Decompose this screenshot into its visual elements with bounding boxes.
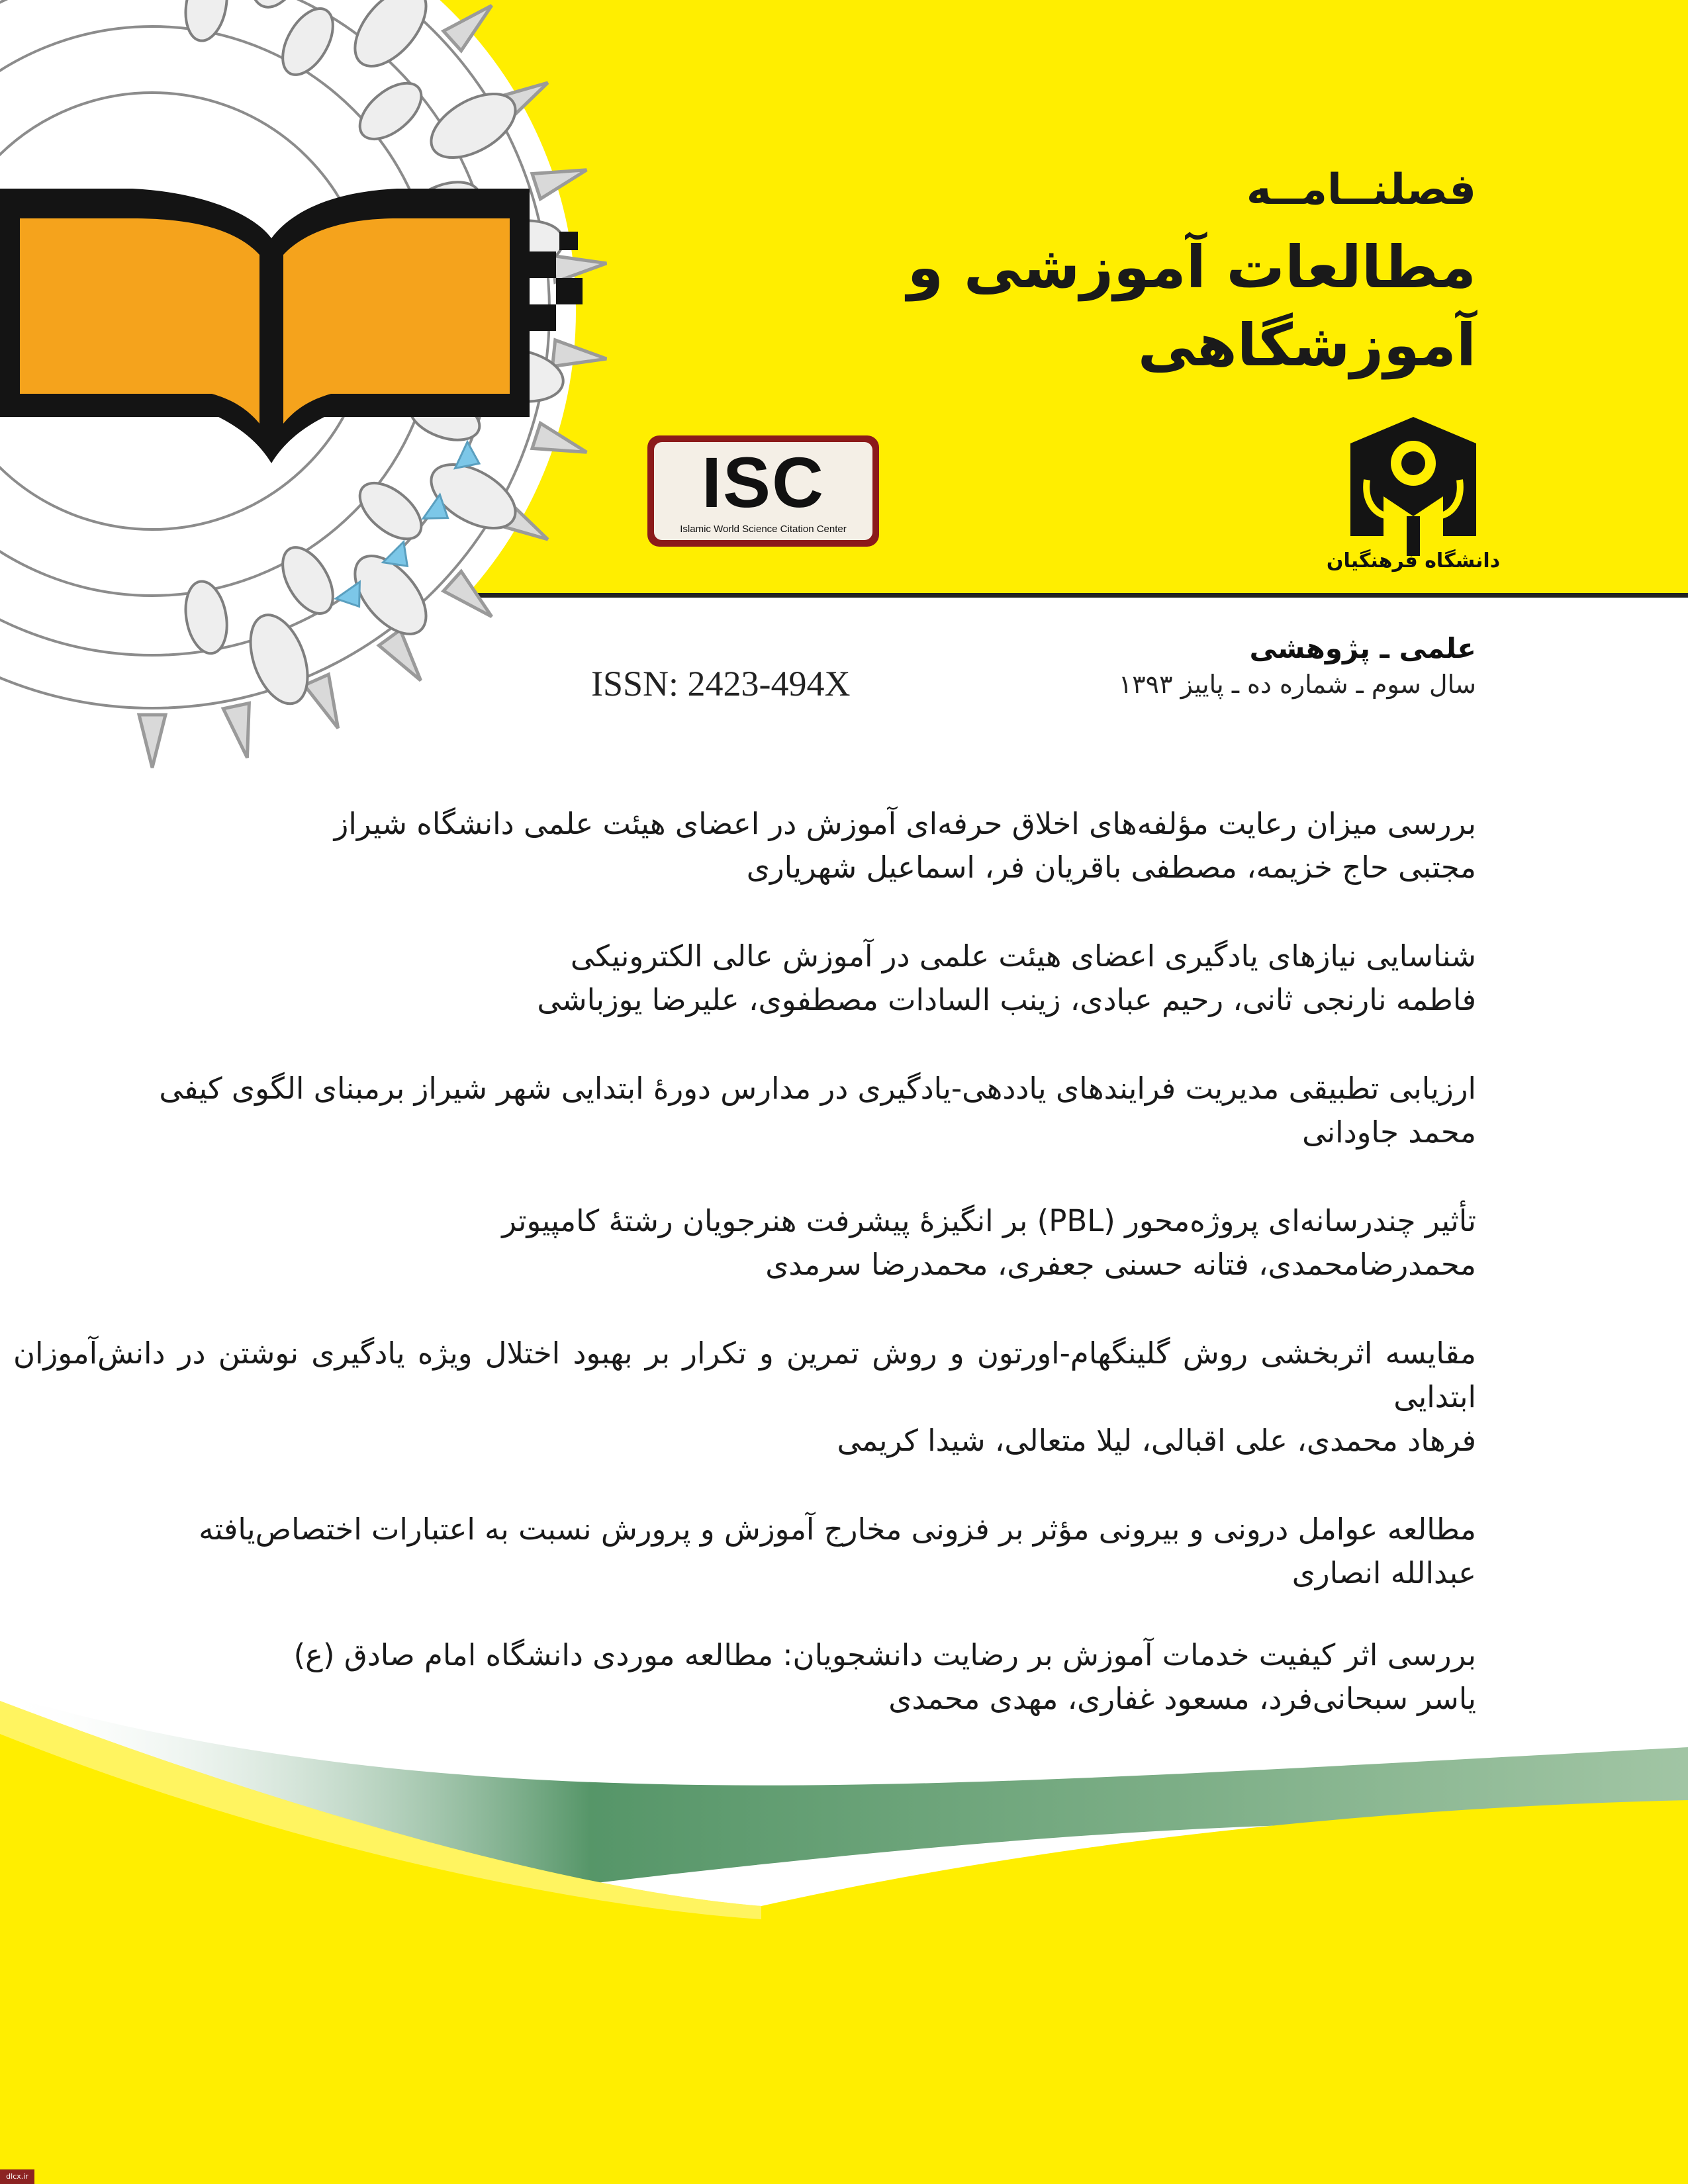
article-authors: محمدرضامحمدی، فتانه حسنی جعفری، محمدرضا سرمدی (765, 1247, 1476, 1282)
list-item (13, 1332, 1476, 1463)
article-authors: عبدالله انصاری (1291, 1555, 1476, 1590)
journal-kind: فصلنــامــه (1246, 165, 1476, 214)
article-authors: یاسر سبحانی‌فرد، مسعود غفاری، مهدی محمدی (888, 1681, 1476, 1716)
article-title: ارزیابی تطبیقی مدیریت فرایندهای یاددهی-یادگیری در مدارس دورۀ ابتدایی شهر شیراز برمبنای الگوی کیفی (159, 1071, 1476, 1106)
article-authors: محمد جاودانی (1302, 1115, 1476, 1150)
list-item (13, 802, 1476, 889)
header-divider-line (424, 593, 1688, 598)
article-authors: مجتبی حاج خزیمه، مصطفی باقریان فر، اسماعیل شهریاری (746, 850, 1476, 885)
article-authors: فاطمه نارنجی ثانی، رحیم عبادی، زینب السادات مصطفوی، علیرضا یوزباشی (537, 982, 1476, 1017)
article-authors: فرهاد محمدی، علی اقبالی، لیلا متعالی، شیدا کریمی (837, 1423, 1476, 1458)
isc-logo-subtitle: Islamic World Science Citation Center (680, 523, 847, 535)
footer-tag: dlcx.ir (0, 2169, 34, 2184)
article-title: مطالعه عوامل درونی و بیرونی مؤثر بر فزونی مخارج آموزش و پرورش نسبت به اعتبارات اختصاص‌یافته (199, 1512, 1476, 1547)
list-item (13, 934, 1476, 1022)
journal-title-line2: آموزشگاهی (1137, 311, 1476, 379)
isc-logo (647, 435, 879, 547)
journal-type: علمی ـ پژوهشی (1249, 632, 1476, 664)
issn: ISSN: 2423-494X (591, 664, 851, 704)
article-title: شناسایی نیازهای یادگیری اعضای هیئت علمی در آموزش عالی الکترونیکی (570, 938, 1476, 974)
issue-info: سال سوم ـ شماره ده ـ پاییز ۱۳۹۳ (1118, 670, 1476, 699)
article-title: بررسی اثر کیفیت خدمات آموزش بر رضایت دانشجویان: مطالعه موردی دانشگاه امام صادق (ع) (293, 1637, 1476, 1672)
list-item (13, 1508, 1476, 1595)
isc-logo-text: ISC (701, 442, 825, 522)
university-name: دانشگاه فرهنگیان (1326, 549, 1501, 572)
list-item (13, 1067, 1476, 1154)
list-item (13, 1199, 1476, 1287)
article-list (13, 802, 1476, 1766)
journal-title-line1: مطالعات آموزشی و (907, 233, 1476, 301)
article-title: مقایسه اثربخشی روش گلینگهام-اورتون و روش تمرین و تکرار بر بهبود اختلال ویژه یادگیری نوشتن در دانش‌آموزان ابتدایی (13, 1336, 1476, 1414)
article-title: تأثیر چندرسانه‌ای پروژه‌محور (PBL) بر انگیزۀ پیشرفت هنرجویان رشتۀ کامپیوتر (502, 1203, 1476, 1238)
list-item (13, 1633, 1476, 1721)
article-title: بررسی میزان رعایت مؤلفه‌های اخلاق حرفه‌ای آموزش در اعضای هیئت علمی دانشگاه شیراز (334, 806, 1476, 841)
